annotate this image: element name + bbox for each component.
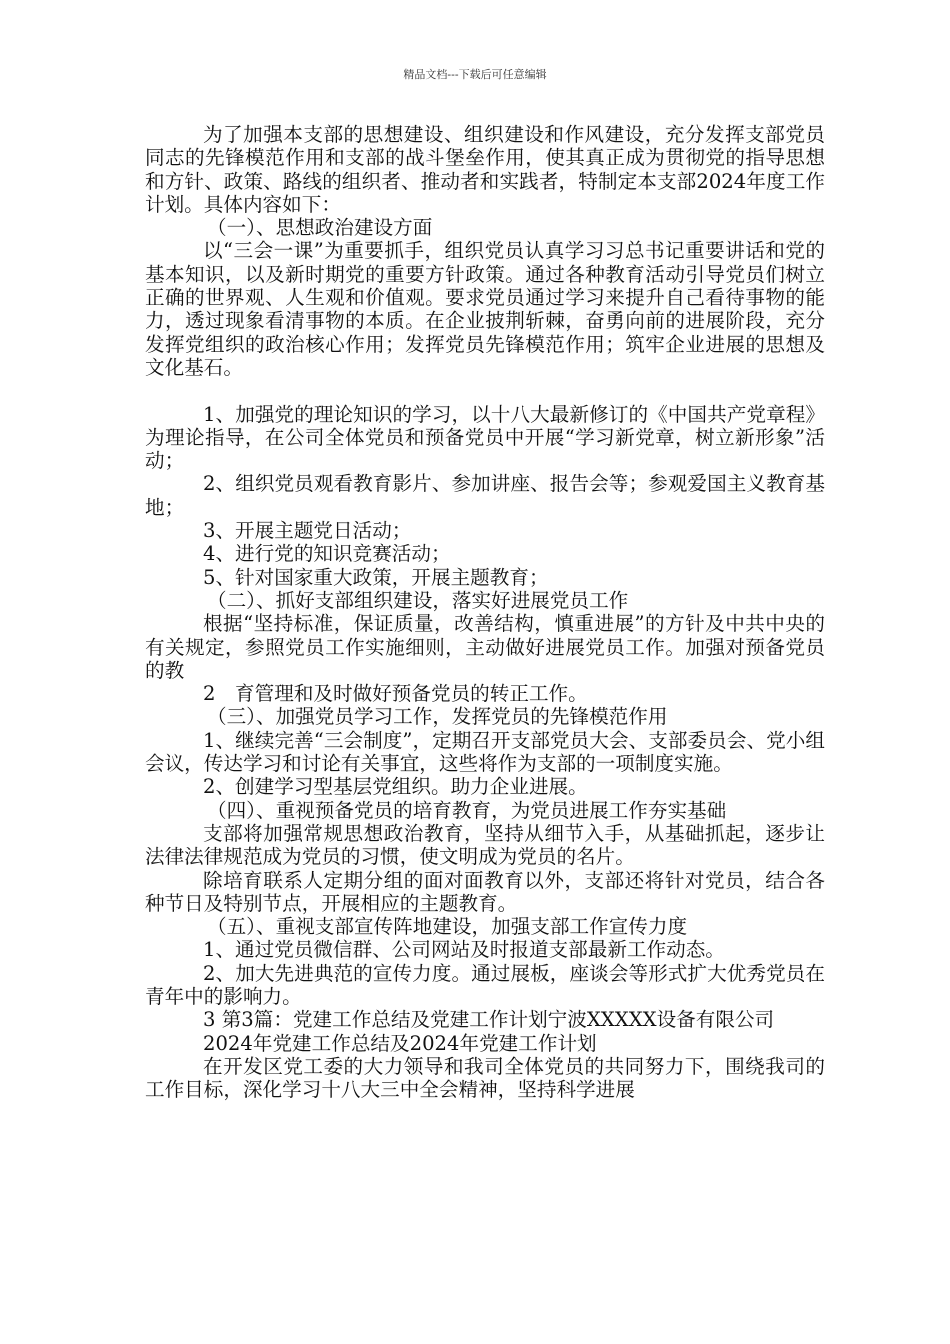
section-heading-4: （四）、重视预备党员的培育教育，为党员进展工作夯实基础 xyxy=(207,798,727,822)
list-item: 1、加强党的理论知识的学习，以十八大最新修订的《中国共产党章程》为理论指导，在公司全体党员和预备党员中开展“学习新党章，树立新形象”活动； xyxy=(145,402,825,473)
section-heading-5: （五）、重视支部宣传阵地建设，加强支部工作宣传力度 xyxy=(207,915,688,939)
list-item: 3、开展主题党日活动； xyxy=(203,519,412,543)
section-heading-1: （一）、思想政治建设方面 xyxy=(207,216,433,240)
list-item: 5、针对国家重大政策，开展主题教育； xyxy=(203,565,549,589)
list-item: 4、进行党的知识竞赛活动； xyxy=(203,542,451,566)
document-title: 2024年党建工作总结及2024年党建工作计划 xyxy=(203,1031,597,1055)
section-heading-3: （三）、加强党员学习工作，发挥党员的先锋模范作用 xyxy=(207,705,668,729)
paragraph: 支部将加强常规思想政治教育，坚持从细节入手，从基础抓起，逐步让法律法律规范成为党员的习惯，使文明成为党员的名片。 xyxy=(145,821,825,869)
list-item: 1、通过党员微信群、公司网站及时报道支部最新工作动态。 xyxy=(203,938,725,962)
list-item: 2、创建学习型基层党组织。助力企业进展。 xyxy=(203,775,588,799)
paragraph: 以“三会一课”为重要抓手，组织党员认真学习习总书记重要讲话和党的基本知识，以及新时期党的重要方针政策。通过各种教育活动引导党员们树立正确的世界观、人生观和价值观。要求党员通过学习来提升自己看待事物的能力，透过现象看清事物的本质。在企业披荆斩棘，奋勇向前的进展阶段，充分发挥党组织的政治核心作用；发挥党员先锋模范作用；筑牢企业进展的思想及文化基石。 xyxy=(145,239,825,379)
paragraph: 根据“坚持标准，保证质量，改善结构，慎重进展”的方针及中共中央的有关规定，参照党员工作实施细则，主动做好进展党员工作。加强对预备党员的教 xyxy=(145,612,825,682)
paragraph: 2 育管理和及时做好预备党员的转正工作。 xyxy=(203,682,588,706)
paragraph: 除培育联系人定期分组的面对面教育以外，支部还将针对党员，结合各种节日及特别节点，开展相应的主题教育。 xyxy=(145,868,825,915)
paragraph: 在开发区党工委的大力领导和我司全体党员的共同努力下，围绕我司的工作目标，深化学习十八大三中全会精神，坚持科学进展 xyxy=(145,1054,825,1102)
list-item: 1、继续完善“三会制度”，定期召开支部党员大会、支部委员会、党小组会议，传达学习和讨论有关事宜，这些将作为支部的一项制度实施。 xyxy=(145,728,825,776)
intro-paragraph: 为了加强本支部的思想建设、组织建设和作风建设，充分发挥支部党员同志的先锋模范作用和支部的战斗堡垒作用，使其真正成为贯彻党的指导思想和方针、政策、路线的组织者、推动者和实践者，特制定本支部2024年度工作计划。具体内容如下： xyxy=(145,123,825,216)
blank-line xyxy=(145,379,825,402)
chapter-heading: 3 第3篇：党建工作总结及党建工作计划宁波XXXXX设备有限公司 xyxy=(203,1008,775,1032)
page-header: 精品文档---下载后可任意编辑 xyxy=(403,68,547,81)
list-item: 2、加大先进典范的宣传力度。通过展板，座谈会等形式扩大优秀党员在青年中的影响力。 xyxy=(145,961,825,1008)
list-item: 2、组织党员观看教育影片、参加讲座、报告会等；参观爱国主义教育基地； xyxy=(145,472,825,519)
document-body xyxy=(145,123,825,1101)
section-heading-2: （二）、抓好支部组织建设，落实好进展党员工作 xyxy=(207,588,629,612)
